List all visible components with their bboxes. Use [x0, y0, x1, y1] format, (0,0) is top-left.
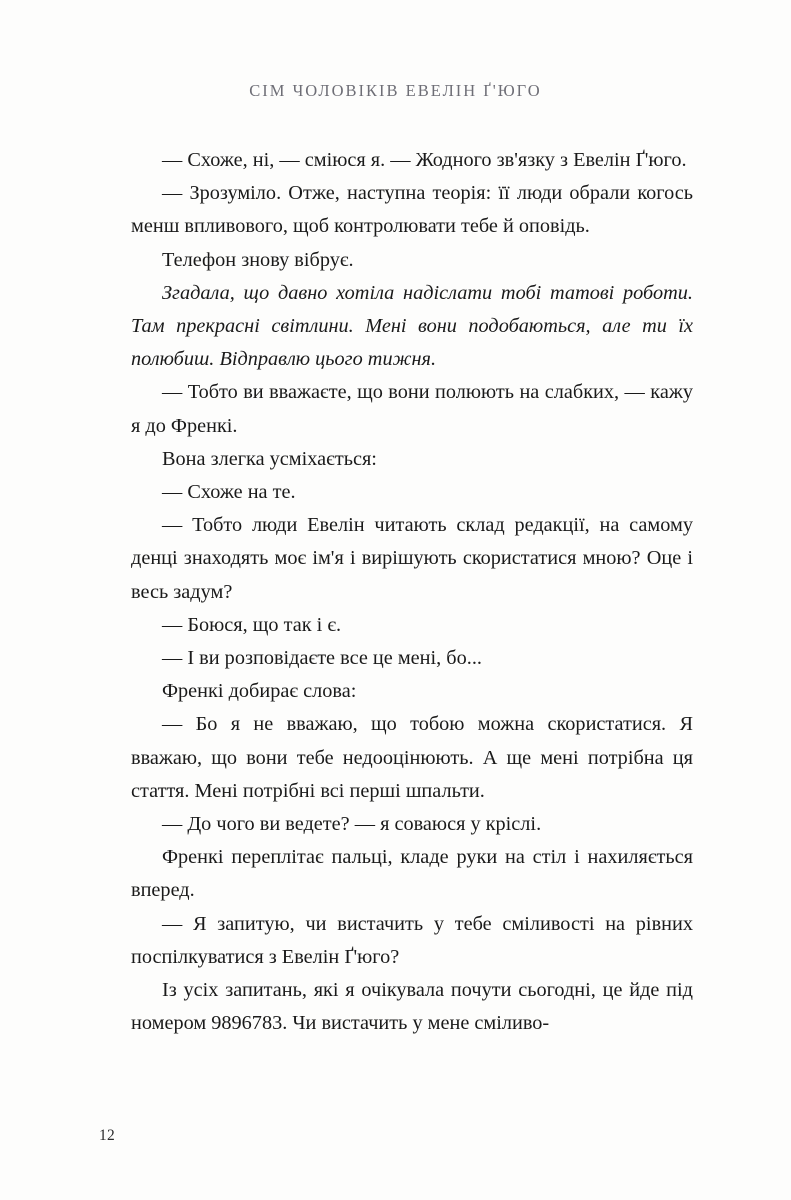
paragraph: — Бо я не вважаю, що тобою можна скористатися. Я вважаю, що вони тебе недооцінюють. А ще мені потрібна ця стаття. Мені потрібні всі перші шпальти.: [131, 713, 693, 802]
paragraph: — І ви розповідаєте все це мені, бо...: [162, 647, 482, 670]
paragraph: Телефон знову вібрує.: [162, 248, 354, 271]
paragraph: Френкі добирає слова:: [162, 680, 357, 703]
paragraph: Френкі переплітає пальці, кладе руки на стіл і нахиляється вперед.: [131, 846, 693, 902]
paragraph: — Схоже, ні, — сміюся я. — Жодного зв'язку з Евелін Ґ'юго.: [162, 149, 687, 171]
body-text-block: [131, 144, 693, 1040]
paragraph: Із усіх запитань, які я очікувала почути сьогодні, це йде під номером 9896783. Чи вистачить у мене сміливо-: [131, 979, 693, 1035]
paragraph: — Тобто люди Евелін читають склад редакції, на самому денці знаходять моє ім'я і вирішують скористатися мною? Оце і весь задум?: [131, 514, 693, 603]
paragraph-italic-message: Згадала, що давно хотіла надіслати тобі татові роботи. Там прекрасні світлини. Мені вони подобаються, але ти їх полюбиш. Відправлю цього тижня.: [131, 281, 693, 371]
paragraph: — Я запитую, чи вистачить у тебе сміливості на рівних поспілкуватися з Евелін Ґ'юго?: [131, 912, 693, 968]
paragraph: Вона злегка усміхається:: [162, 447, 377, 470]
running-head: СІМ ЧОЛОВІКІВ ЕВЕЛІН Ґ'ЮГО: [249, 81, 542, 100]
paragraph: — Зрозуміло. Отже, наступна теорія: її люди обрали когось менш впливового, щоб контролювати тебе й оповідь.: [131, 182, 693, 238]
paragraph: — Боюся, що так і є.: [162, 613, 342, 636]
page-number: 12: [99, 1127, 116, 1144]
paragraph: — До чого ви ведете? — я соваюся у кріслі.: [162, 813, 542, 836]
paragraph: — Тобто ви вважаєте, що вони полюють на слабких, — кажу я до Френкі.: [131, 381, 693, 437]
paragraph: — Схоже на те.: [162, 481, 296, 504]
